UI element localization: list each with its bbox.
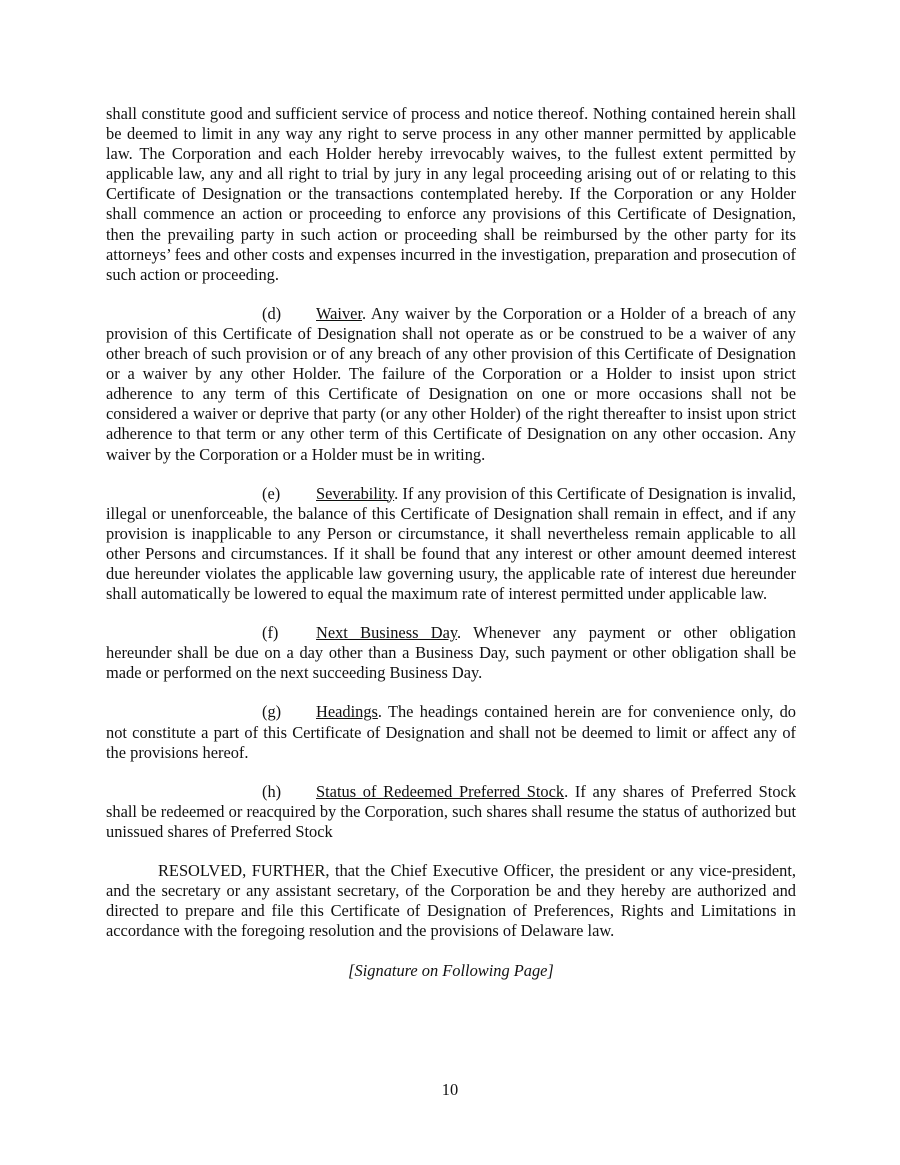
section-f-next-business-day [106,623,796,683]
section-number: (f) [262,623,279,643]
page-number: 10 [441,1080,459,1099]
section-text: . If any shares of Preferred Stock shall be redeemed or reacquired by the Corporation, such shares shall resume the status of authorized but unissued shares of Preferred Stock [106,781,797,841]
section-title: Next Business Day [316,623,458,643]
continuation-paragraph: shall constitute good and sufficient service of process and notice thereof. Nothing contained herein shall be deemed to limit in any way any right to serve process in any other manner permitted by applicable law. The Corporation and each Holder hereby irrevocably waives, to the fullest extent permitted by applicable law, any and all right to trial by jury in any legal proceeding arising out of or relating to this Certificate of Designation or the transactions contemplated hereby. If the Corporation or any Holder shall commence an action or proceeding to enforce any provisions of this Certificate of Designation, then the prevailing party in such action or proceeding shall be reimbursed by the other party for its attorneys’ fees and other costs and expenses incurred in the investigation, preparation and prosecution of such action or proceeding. [106,104,796,284]
section-number: (g) [262,702,282,722]
signature-note: [Signature on Following Page] [348,961,554,981]
section-number: (d) [262,303,282,323]
section-d-waiver [106,304,796,465]
section-number: (h) [262,781,282,801]
section-g-headings [106,702,796,762]
section-text: . If any provision of this Certificate of Designation is invalid, illegal or unenforceable, the balance of this Certificate of Designation shall remain in effect, and if any provision is inapplicable to any Person or circumstance, it shall nevertheless remain applicable to all other Persons and circumstances. If it shall be found that any interest or other amount deemed interest due hereunder violates the applicable law governing usury, the applicable rate of interest due hereunder shall automatically be lowered to equal the maximum rate of interest permitted under applicable law. [106,483,796,604]
section-h-status-of-redeemed-preferred-stock [106,782,796,842]
section-e-severability [106,484,796,605]
section-number: (e) [262,483,281,503]
section-text: . Whenever any payment or other obligation hereunder shall be due on a day other than a Business Day, such payment or other obligation shall be made or performed on the next succeeding Business Day. [106,623,796,683]
section-text: . The headings contained herein are for convenience only, do not constitute a part of this Certificate of Designation and shall not be deemed to limit or affect any of the provisions hereof. [106,702,796,762]
section-title: Status of Redeemed Preferred Stock [316,781,565,801]
section-title: Waiver [316,303,363,323]
section-text: . Any waiver by the Corporation or a Holder of a breach of any provision of this Certificate of Designation shall not operate as or be construed to be a waiver of any other breach of such provision or of any breach of any other provision of this Certificate of Designation or a waiver by any other Holder. The failure of the Corporation or a Holder to insist upon strict adherence to any term of this Certificate of Designation on one or more occasions shall not be considered a waiver or deprive that party (or any other Holder) of the right thereafter to insist upon strict adherence to that term or any other term of this Certificate of Designation on any other occasion. Any waiver by the Corporation or a Holder must be in writing. [106,303,796,464]
document-page [106,104,796,1000]
resolution-paragraph: RESOLVED, FURTHER, that the Chief Executive Officer, the president or any vice-president, and the secretary or any assistant secretary, of the Corporation be and they hereby are authorized and directed to prepare and file this Certificate of Designation of Preferences, Rights and Limitations in accordance with the foregoing resolution and the provisions of Delaware law. [106,861,796,941]
section-title: Severability [316,483,395,503]
section-title: Headings [316,702,378,722]
